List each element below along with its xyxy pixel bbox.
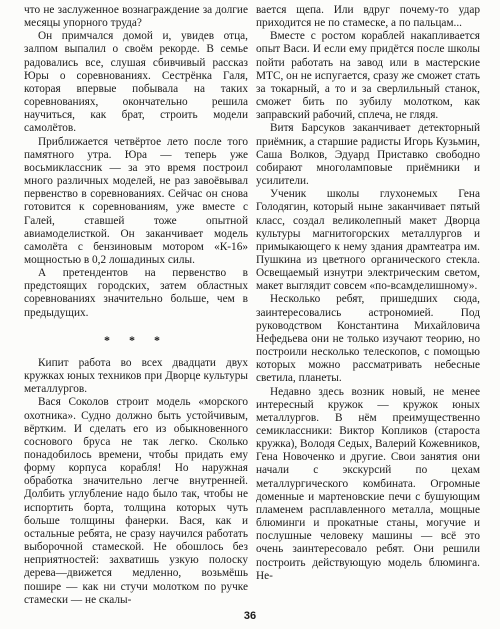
paragraph: Приближается четвёртое лето после того памятного утра. Юра — теперь уже восьмиклассник — за это время построил много различных моделей, не раз завоёвывал первенство в соревнованиях. Сейчас он снова готовится к соревнованиям, уже вместе с Галей, ставшей тоже опытной авиамоделисткой. Он заканчивает модель самолёта с бензиновым мотором «К-16» мощностью в 0,2 лошадиных силы. bbox=[24, 135, 248, 266]
paragraph: А претендентов на первенство в предстоящих городских, затем областных соревнованиях значительно больше, чем в предыдущих. bbox=[24, 267, 248, 319]
paragraph: Витя Барсуков заканчивает детекторный приёмник, а старшие радисты Игорь Кузьмин, Саша Волков, Эдуард Приставко свободно собирают многоламповые приёмники и усилители. bbox=[256, 122, 480, 188]
paragraph: Кипит работа во всех двадцати двух кружках юных техников при Дворце культуры металлургов. bbox=[24, 356, 248, 396]
paragraph: Ученик школы глухонемых Гена Голодягин, который ныне заканчивает пятый класс, создал великолепный макет Дворца культуры магнитогорских металлургов и примыкающего к нему здания драмтеатра им. Пушкина из цветного органического стекла. Освещаемый изнутри электрическим светом, макет выглядит совсем «по-всамделишному». bbox=[256, 188, 480, 293]
paragraph: Вася Соколов строит модель «морского охотника». Судно должно быть устойчивым, вёртким. И сделать его из обыкновенного соснового бруса не так легко. Сколько понадобилось времени, чтобы придать ему форму корпуса корабля! Но наружная обработка значительно легче внутренней. Долбить углубление надо было так, чтобы не испортить борта, толщина которых чуть больше толщины фанерки. Вася, как и остальные ребята, не сразу научился работать выборочной стамеской. Не обошлось без неприятностей: захватишь узкую полоску дерева—движется медленно, возьмёшь пошире — как ни стучи молотком по ручке стамески — не скалы- bbox=[24, 396, 248, 606]
paragraph: Вместе с ростом кораблей накапливается опыт Васи. И если ему придётся после школы пойти работать на завод или в мастерские МТС, он не испугается, сразу же сможет стать за токарный, а то и за сверлильный станок, сможет бить по зубилу молотком, как заправский рабочий, сплеча, не глядя. bbox=[256, 30, 480, 122]
paragraph: вается щепа. Или вдруг почему-то удар приходится не по стамеске, а по пальцам... bbox=[256, 4, 480, 30]
page-number: 36 bbox=[243, 610, 257, 622]
paragraph: Он примчался домой и, увидев отца, залпом выпалил о своём рекорде. В семье радовались все, слушая сбивчивый рассказ Юры о соревнованиях. Сестрёнка Галя, которая впервые побывала на таких соревнованиях, окончательно решила научиться, как брат, строить модели самолётов. bbox=[24, 30, 248, 135]
paragraph: Недавно здесь возник новый, не менее интересный кружок — кружок юных металлургов. В нём преимущественно семиклассники: Виктор Копликов (староста кружка), Володя Седых, Валерий Кожевников, Гена Новоченко и другие. Свои занятия они начали с экскурсий по цехам металлургического комбината. Огромные доменные и мартеновские печи с бушующим пламенем расплавленного металла, мощные блюминги и прокатные станы, могучие и послушные человеку машины — всё это очень заинтересовало ребят. Они решили построить действующую модель блюминга. Не- bbox=[256, 385, 480, 582]
paragraph: что не заслуженное вознаграждение за долгие месяцы упорного труда? bbox=[24, 4, 248, 30]
section-separator: * * * bbox=[104, 332, 168, 347]
paragraph: Несколько ребят, пришедших сюда, заинтересовались астрономией. Под руководством Константина Михайловича Нефедьева они не только изучают теорию, но построили несколько телескопов, с помощью которых можно рассматривать небесные светила, планеты. bbox=[256, 293, 480, 385]
left-column bbox=[24, 4, 248, 607]
right-column bbox=[256, 4, 480, 583]
